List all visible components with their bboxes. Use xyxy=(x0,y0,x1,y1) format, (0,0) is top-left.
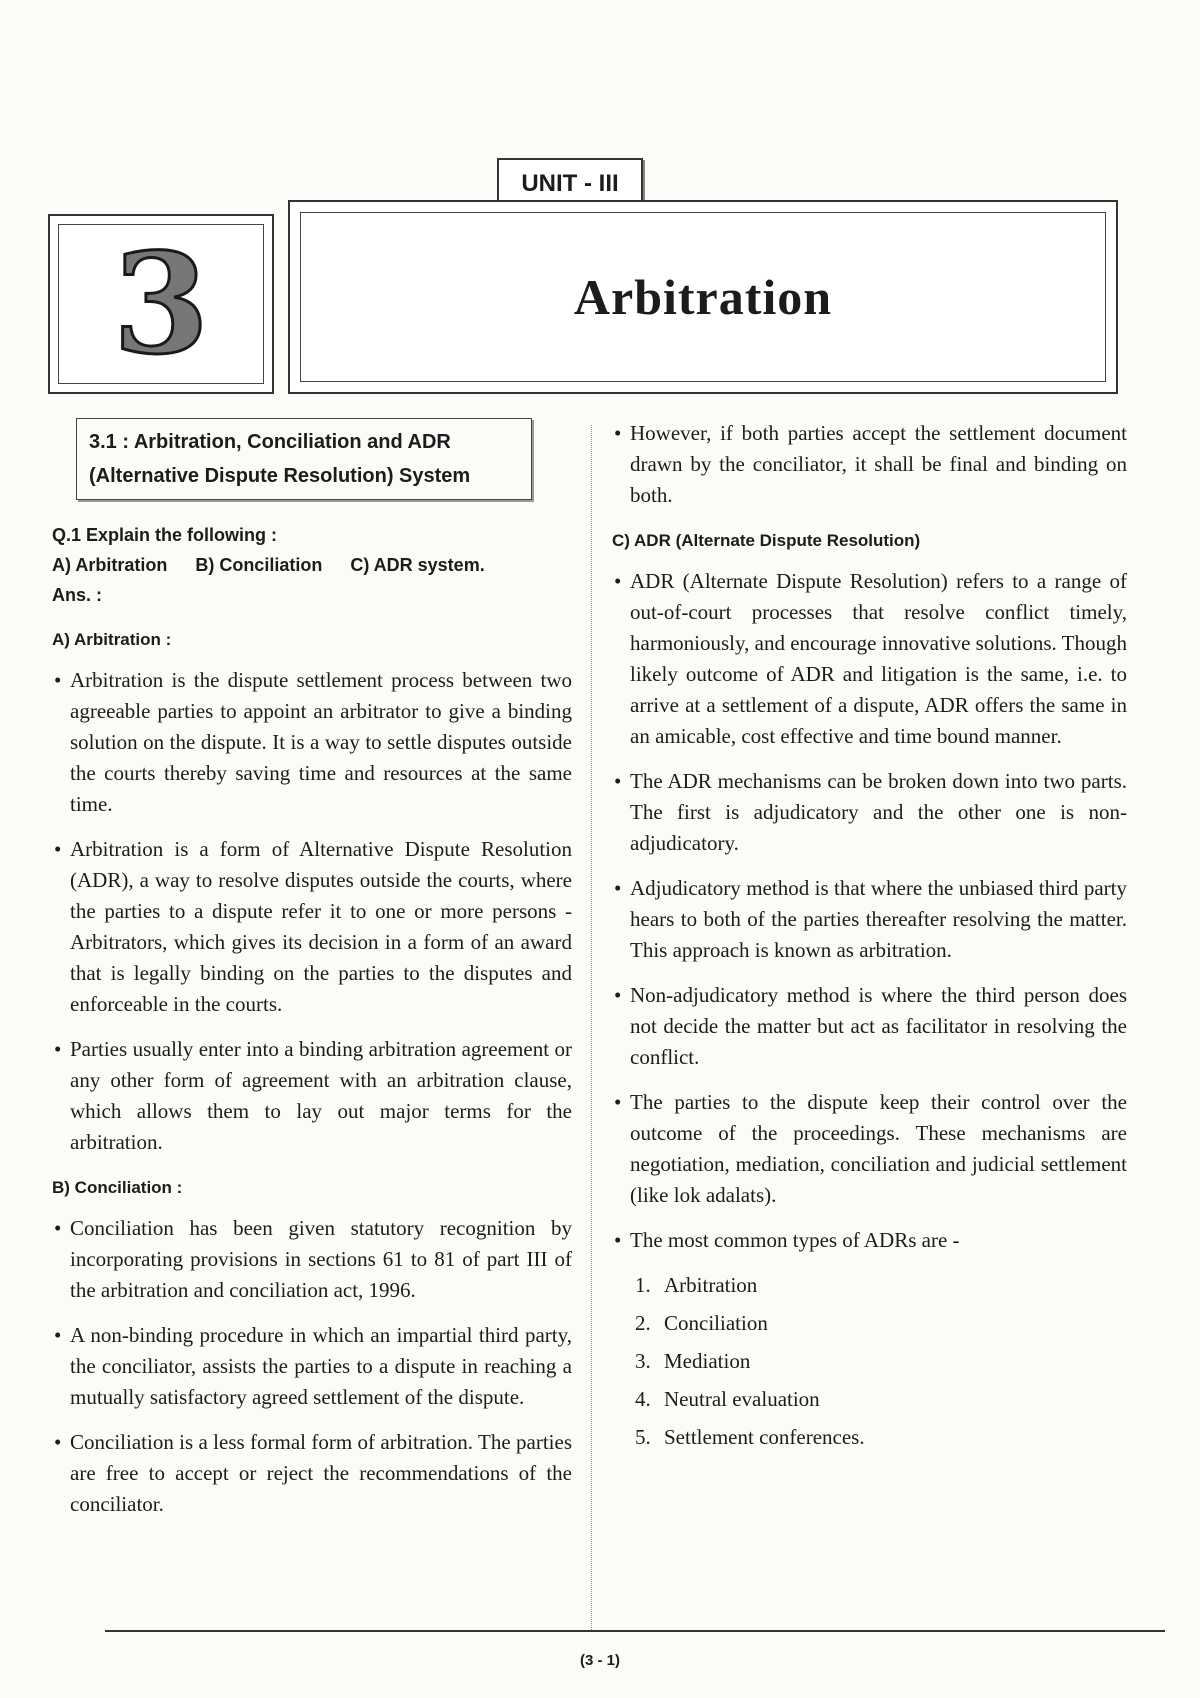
chapter-number-box xyxy=(48,214,274,394)
chapter-number: 3 xyxy=(112,222,210,385)
list-item: • A non-binding procedure in which an impartial third party, the conciliator, assists the parties to a dispute in reaching a mutually satisfactory agreed settlement of the dispute. xyxy=(52,1320,572,1413)
adr-list xyxy=(612,566,1127,1256)
arbitration-heading: A) Arbitration : xyxy=(52,630,172,649)
section-title-line-2: (Alternative Dispute Resolution) System xyxy=(89,465,471,487)
list-item: • Adjudicatory method is that where the unbiased third party hears to both of the parties thereafter resolving the matter. This approach is known as arbitration. xyxy=(612,873,1127,966)
adr-types-list xyxy=(612,1270,1127,1453)
question-part: A) Arbitration xyxy=(52,555,168,575)
conciliation-heading: B) Conciliation : xyxy=(52,1178,183,1197)
section-heading xyxy=(76,418,532,500)
list-item: • ADR (Alternate Dispute Resolution) refers to a range of out-of-court processes that resolve conflict timely, harmoniously, and encourage innovative solutions. Though likely outcome of ADR and litigation is the same, i.e. to arrive at a settlement of a dispute, ADR offers the same in an amicable, cost effective and time bound manner. xyxy=(612,566,1127,752)
right-column xyxy=(612,418,1127,1460)
chapter-title: Arbitration xyxy=(573,269,833,325)
question-part: C) ADR system. xyxy=(350,555,485,575)
list-item: • The most common types of ADRs are - xyxy=(612,1225,1127,1256)
list-item: • The parties to the dispute keep their control over the outcome of the proceedings. These mechanisms are negotiation, mediation, conciliation and judicial settlement (like lok adalats). xyxy=(612,1087,1127,1211)
unit-label: UNIT - III xyxy=(497,158,643,210)
chapter-title-box xyxy=(288,200,1118,394)
conciliation-continued-list xyxy=(612,418,1127,511)
arbitration-list xyxy=(52,665,572,1158)
page-number: (3 - 1) xyxy=(579,1652,620,1669)
list-item: • However, if both parties accept the settlement document drawn by the conciliator, it shall be final and binding on both. xyxy=(612,418,1127,511)
list-item: • Parties usually enter into a binding arbitration agreement or any other form of agreement with an arbitration clause, which allows them to lay out major terms for the arbitration. xyxy=(52,1034,572,1158)
list-item: • The ADR mechanisms can be broken down into two parts. The first is adjudicatory and the other one is non-adjudicatory. xyxy=(612,766,1127,859)
list-item: 2. Conciliation xyxy=(656,1308,1127,1339)
question-line: Q.1 Explain the following : xyxy=(52,525,278,545)
list-item: 1. Arbitration xyxy=(656,1270,1127,1301)
list-item: • Arbitration is the dispute settlement process between two agreeable parties to appoint an arbitrator to give a binding solution on the dispute. It is a way to settle disputes outside the courts thereby saving time and resources at the same time. xyxy=(52,665,572,820)
list-item: 4. Neutral evaluation xyxy=(656,1384,1127,1415)
question-part: B) Conciliation xyxy=(195,555,323,575)
list-item: • Arbitration is a form of Alternative Dispute Resolution (ADR), a way to resolve disputes outside the courts, where the parties to a dispute refer it to one or more persons - Arbitrators, which gives its decision in a form of an award that is legally binding on the parties to the disputes and enforceable in the courts. xyxy=(52,834,572,1020)
conciliation-list xyxy=(52,1213,572,1520)
list-item: • Non-adjudicatory method is where the third person does not decide the matter but act as facilitator in resolving the conflict. xyxy=(612,980,1127,1073)
list-item: • Conciliation is a less formal form of arbitration. The parties are free to accept or reject the recommendations of the conciliator. xyxy=(52,1427,572,1520)
list-item: • Conciliation has been given statutory recognition by incorporating provisions in sections 61 to 81 of part III of the arbitration and conciliation act, 1996. xyxy=(52,1213,572,1306)
list-item: 5. Settlement conferences. xyxy=(656,1422,1127,1453)
question xyxy=(52,520,572,610)
column-divider xyxy=(591,425,592,1630)
footer-rule xyxy=(105,1630,1165,1632)
adr-heading: C) ADR (Alternate Dispute Resolution) xyxy=(612,531,921,550)
answer-label: Ans. : xyxy=(52,585,103,605)
list-item: 3. Mediation xyxy=(656,1346,1127,1377)
section-title-line-1: 3.1 : Arbitration, Conciliation and ADR xyxy=(89,431,451,453)
question-parts xyxy=(52,550,572,580)
left-column xyxy=(52,418,572,1534)
